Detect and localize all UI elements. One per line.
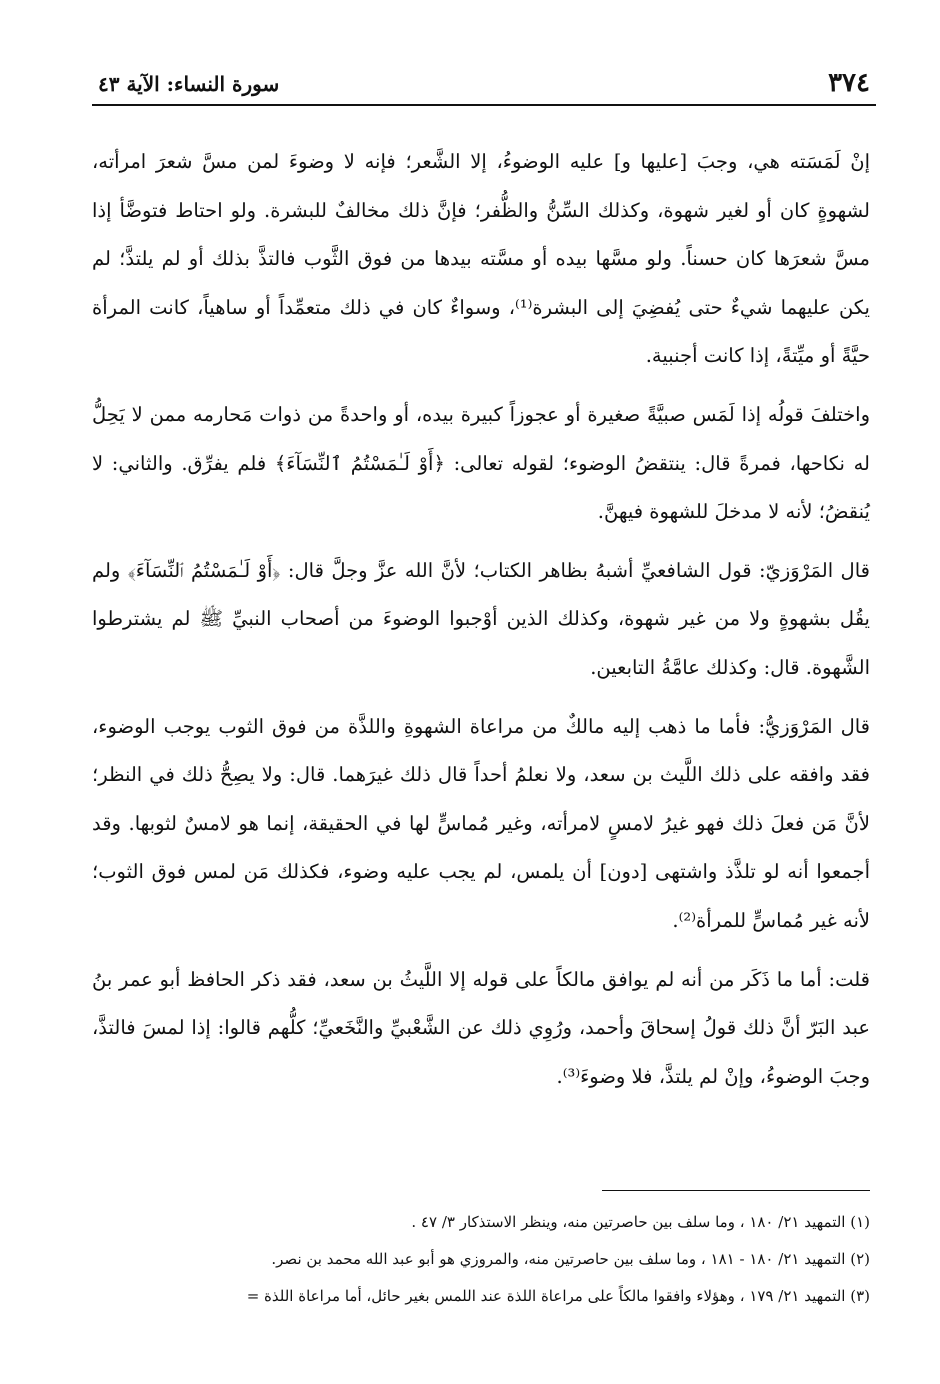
footnote-separator [602, 1190, 870, 1191]
main-text [92, 138, 870, 1111]
running-title: سورة النساء: الآية ٤٣ [98, 72, 280, 96]
footnote: (١) التمهيد ٢١/ ١٨٠ ، وما سلف بين حاصرتين منه، وينظر الاستذكار ٣/ ٤٧ . [411, 1213, 870, 1231]
paragraph: قال المَرْوَزيّ: قول الشافعيِّ أشبهُ بظاهر الكتاب؛ لأنَّ الله عزَّ وجلَّ قال: ﴿أَوْ لَـٰمَسْتُمُ ٱلنِّسَآءَ﴾ ولم يقُل بشهوةٍ ولا من غير شهوة، وكذلك الذين أوْجبوا الوضوءَ من أصحاب النبيِّ ﷺ لم يشترطوا الشَّهوة. قال: وكذلك عامَّةُ التابعين. [92, 558, 870, 679]
footnotes [92, 1204, 870, 1315]
page-header [92, 64, 876, 106]
footnote: (٢) التمهيد ٢١/ ١٨٠ - ١٨١ ، وما سلف بين حاصرتين منه، والمروزي هو أبو عبد الله محمد بن نصر. [271, 1250, 870, 1268]
page-number: ٣٧٤ [828, 68, 870, 98]
paragraph: إنْ لَمَسَته هي، وجبَ [عليها و] عليه الوضوءُ، إلا الشَّعر؛ فإنه لا وضوءَ لمن مسَّ شعرَ امرأته، لشهوةٍ كان أو لغير شهوة، وكذلك السِّنُّ والظُّفر؛ فإنَّ ذلك مخالفٌ للبشرة. ولو احتاط فتوضَّأ إذا مسَّ شعرَها كان حسناً. ولو مسَّها بيده أو مسَّته بيدها من فوق الثَّوب فالتذَّ بذلك أو لم يلتذَّ؛ لم يكن عليهما شيءٌ حتى يُفضِيَ إلى البشرة⁽¹⁾، وسواءٌ كان في ذلك متعمِّداً أو ساهياً، كانت المرأة حيَّةً أو ميِّتةً، إذا كانت أجنبية. [92, 150, 870, 368]
paragraph: قال المَرْوَزيُّ: فأما ما ذهب إليه مالكٌ من مراعاة الشهوةِ واللذَّة من فوق الثوب يوجب الوضوء، فقد وافقه على ذلك اللَّيث بن سعد، ولا نعلمُ أحداً قال ذلك غيرَهما. قال: ولا يصِحُّ ذلك في النظر؛ لأنَّ مَن فعلَ ذلك فهو غيرُ لامسٍ لامرأته، وغير مُماسٍّ لها في الحقيقة، إنما هو لامسٌ لثوبها. وقد أجمعوا أنه لو تلذَّذ واشتهى [دون] أن يلمس، لم يجب عليه وضوء، فكذلك مَن لمس فوق الثوب؛ لأنه غير مُماسٍّ للمرأة⁽²⁾. [92, 714, 870, 932]
paragraph: قلت: أما ما ذَكَر من أنه لم يوافق مالكاً على قوله إلا اللَّيثُ بن سعد، فقد ذكر الحافظ أبو عمر بنُ عبد البَرّ أنَّ ذلك قولُ إسحاقَ وأحمد، ورُوِي ذلك عن الشَّعْبيِّ والنَّخَعيِّ؛ كلُّهم قالوا: إذا لمسَ فالتذَّ، وجبَ الوضوءُ، وإنْ لم يلتذَّ، فلا وضوءَ⁽³⁾. [92, 967, 870, 1088]
footnote: (٣) التمهيد ٢١/ ١٧٩ ، وهؤلاء وافقوا مالكاً على مراعاة اللذة عند اللمس بغير حائل، أما مراعاة اللذة = [246, 1287, 870, 1305]
paragraph: واختلفَ قولُه إذا لَمَس صبيَّةً صغيرة أو عجوزاً كبيرة بيده، أو واحدةً من ذوات مَحارمه ممن لا يَحِلُّ له نكاحها، فمرةً قال: ينتقضُ الوضوء؛ لقوله تعالى: ﴿أَوْ لَـٰمَسْتُمُ ٱلنِّسَآءَ﴾ فلم يفرِّق. والثاني: لا يُنقضُ؛ لأنه لا مدخلَ للشهوة فيهنَّ. [92, 402, 870, 524]
